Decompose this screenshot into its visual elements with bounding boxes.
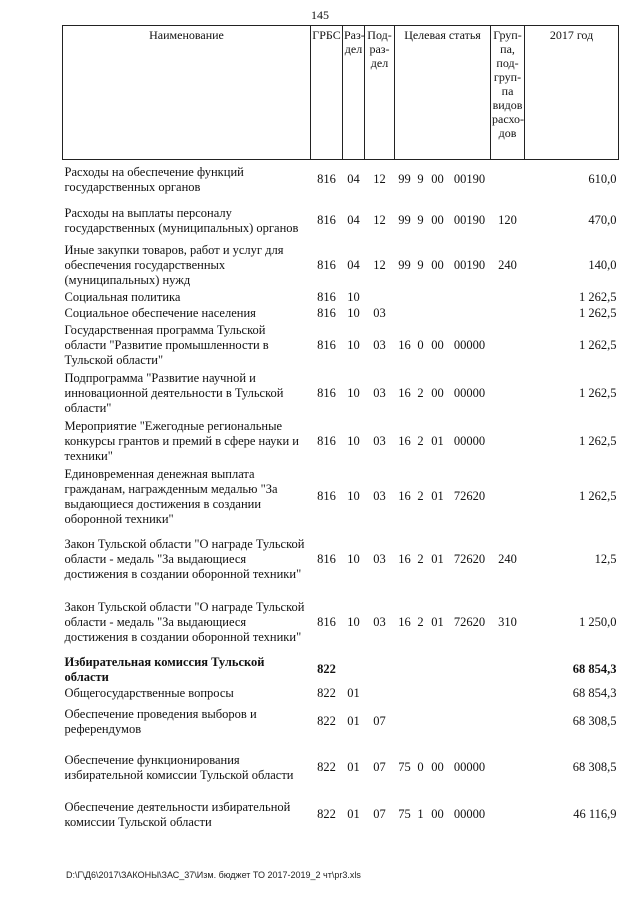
row-name: Обеспечение проведения выборов и референдумов bbox=[64, 706, 257, 736]
header-expense-group: Груп-па, под-груп-па видов расхо-дов bbox=[491, 26, 525, 160]
row-podrazdel: 03 bbox=[373, 489, 386, 503]
row-target-subprogram: 9 bbox=[417, 258, 424, 272]
row-target-subprogram: 9 bbox=[417, 213, 424, 227]
row-target-direction: 00000 bbox=[453, 807, 486, 821]
row-name: Подпрограмма "Развитие научной и инновационной деятельности в Тульской области" bbox=[64, 371, 284, 415]
table-row bbox=[63, 466, 619, 528]
row-target-subprogram bbox=[415, 654, 427, 686]
row-grbs: 816 bbox=[317, 213, 336, 227]
row-target-event: 00 bbox=[431, 807, 444, 821]
row-amount: 140,0 bbox=[588, 258, 617, 272]
table-row bbox=[63, 370, 619, 418]
row-razdel: 10 bbox=[347, 306, 360, 320]
row-grbs: 822 bbox=[317, 662, 336, 676]
row-grbs: 816 bbox=[317, 258, 336, 272]
budget-table bbox=[62, 25, 619, 836]
header-razdel: Раз-дел bbox=[343, 26, 365, 160]
row-amount: 68 308,5 bbox=[572, 714, 617, 728]
row-grbs: 816 bbox=[317, 434, 336, 448]
row-target-program bbox=[395, 306, 415, 322]
row-target-subprogram: 9 bbox=[417, 172, 424, 187]
row-target-direction bbox=[449, 686, 491, 702]
row-target-event: 00 bbox=[431, 338, 444, 352]
row-amount: 68 308,5 bbox=[572, 760, 617, 774]
table-row bbox=[63, 306, 619, 322]
row-target-event: 00 bbox=[431, 213, 444, 227]
row-name: Расходы на обеспечение функций государственных органов bbox=[64, 164, 244, 194]
row-target-program: 99 bbox=[398, 213, 411, 227]
row-name: Иные закупки товаров, работ и услуг для обеспечения государственных (муниципальных) нужд bbox=[64, 243, 284, 287]
row-amount: 1 262,5 bbox=[579, 338, 617, 352]
row-target-direction: 00000 bbox=[453, 338, 486, 352]
row-podrazdel: 03 bbox=[373, 338, 386, 352]
row-target-direction bbox=[449, 306, 491, 322]
row-razdel: 10 bbox=[347, 290, 360, 304]
row-grbs: 816 bbox=[317, 172, 336, 187]
row-expense-group bbox=[491, 702, 525, 742]
row-target-direction: 00000 bbox=[453, 760, 486, 774]
row-target-event bbox=[427, 702, 449, 742]
row-target-direction: 72620 bbox=[453, 615, 486, 629]
row-amount: 1 250,0 bbox=[579, 615, 617, 629]
row-razdel: 10 bbox=[347, 552, 360, 566]
row-expense-group bbox=[491, 290, 525, 306]
row-razdel: 10 bbox=[347, 434, 360, 448]
row-name: Закон Тульской области "О награде Тульской области - медаль "За выдающиеся достижения в создании оборонной техники" bbox=[64, 600, 305, 644]
row-podrazdel: 07 bbox=[373, 714, 386, 728]
row-amount: 12,5 bbox=[594, 552, 617, 566]
row-expense-group bbox=[491, 322, 525, 370]
row-podrazdel: 12 bbox=[373, 172, 386, 187]
row-grbs: 816 bbox=[317, 338, 336, 352]
row-target-direction: 00190 bbox=[453, 172, 486, 187]
row-target-subprogram: 2 bbox=[417, 434, 424, 448]
row-expense-group: 120 bbox=[498, 213, 517, 227]
row-target-subprogram: 0 bbox=[417, 760, 424, 774]
row-amount: 46 116,9 bbox=[573, 807, 617, 821]
row-expense-group: 310 bbox=[498, 615, 517, 629]
table-body bbox=[63, 160, 619, 836]
row-target-direction: 00190 bbox=[453, 258, 486, 272]
row-razdel: 01 bbox=[347, 714, 360, 728]
row-target-event bbox=[427, 290, 449, 306]
row-expense-group bbox=[491, 742, 525, 794]
row-target-direction: 72620 bbox=[453, 489, 486, 503]
row-name: Обеспечение функционирования избирательной комиссии Тульской области bbox=[64, 752, 294, 782]
row-expense-group bbox=[491, 418, 525, 466]
table-row bbox=[63, 528, 619, 592]
row-target-direction bbox=[449, 654, 491, 686]
row-target-subprogram: 2 bbox=[417, 386, 424, 400]
row-target-program bbox=[395, 702, 415, 742]
row-target-event: 01 bbox=[431, 615, 444, 629]
row-amount: 1 262,5 bbox=[579, 434, 617, 448]
row-target-subprogram: 0 bbox=[417, 338, 424, 352]
row-target-event bbox=[427, 306, 449, 322]
row-name: Государственная программа Тульской области "Развитие промышленности в Тульской области" bbox=[64, 323, 269, 367]
table-row bbox=[63, 742, 619, 794]
row-target-subprogram: 2 bbox=[417, 615, 424, 629]
row-target-program: 16 bbox=[398, 386, 411, 400]
table-row bbox=[63, 322, 619, 370]
row-target-event: 01 bbox=[431, 489, 444, 503]
row-podrazdel: 03 bbox=[373, 552, 386, 566]
row-name: Мероприятие "Ежегодные региональные конкурсы грантов и премий в сфере науки и техники" bbox=[64, 419, 299, 463]
row-amount: 1 262,5 bbox=[579, 489, 617, 503]
row-target-event: 01 bbox=[431, 552, 444, 566]
row-target-program: 16 bbox=[398, 552, 411, 566]
row-target-direction: 00000 bbox=[453, 434, 486, 448]
row-expense-group bbox=[491, 306, 525, 322]
row-amount: 1 262,5 bbox=[579, 306, 617, 320]
row-grbs: 822 bbox=[317, 807, 336, 821]
row-name: Единовременная денежная выплата гражданам, награжденным медалью "За выдающиеся достижения в создании оборонной техники" bbox=[64, 466, 278, 526]
row-target-program: 99 bbox=[398, 258, 411, 272]
row-expense-group bbox=[491, 794, 525, 836]
row-razdel: 01 bbox=[347, 760, 360, 774]
row-target-program: 16 bbox=[398, 615, 411, 629]
header-grbs: ГРБС bbox=[311, 26, 343, 160]
row-expense-group bbox=[491, 370, 525, 418]
row-podrazdel bbox=[365, 290, 395, 306]
row-podrazdel: 03 bbox=[373, 386, 386, 400]
row-target-subprogram bbox=[415, 290, 427, 306]
row-razdel: 10 bbox=[347, 386, 360, 400]
page-number: 145 bbox=[311, 8, 329, 22]
table-row bbox=[63, 592, 619, 654]
row-razdel: 10 bbox=[347, 615, 360, 629]
row-target-direction: 00190 bbox=[453, 213, 486, 227]
header-podrazdel: Под-раз-дел bbox=[365, 26, 395, 160]
row-target-event: 00 bbox=[431, 386, 444, 400]
row-name: Расходы на выплаты персоналу государственных (муниципальных) органов bbox=[64, 205, 299, 235]
row-podrazdel: 03 bbox=[373, 615, 386, 629]
table-row bbox=[63, 686, 619, 702]
row-amount: 1 262,5 bbox=[579, 290, 617, 304]
row-grbs: 816 bbox=[317, 290, 336, 304]
row-podrazdel: 12 bbox=[373, 258, 386, 272]
row-grbs: 816 bbox=[317, 386, 336, 400]
row-razdel bbox=[343, 654, 365, 686]
row-target-program: 16 bbox=[398, 489, 411, 503]
row-target-program: 99 bbox=[398, 172, 411, 187]
row-name: Закон Тульской области "О награде Тульской области - медаль "За выдающиеся достижения в создании оборонной техники" bbox=[64, 537, 305, 581]
row-expense-group bbox=[491, 466, 525, 528]
row-name: Социальная политика bbox=[64, 290, 181, 304]
row-podrazdel: 07 bbox=[373, 760, 386, 774]
row-podrazdel bbox=[365, 686, 395, 702]
row-podrazdel: 12 bbox=[373, 213, 386, 227]
row-target-event bbox=[427, 654, 449, 686]
row-expense-group bbox=[491, 654, 525, 686]
row-name: Общегосударственные вопросы bbox=[64, 686, 234, 700]
row-razdel: 01 bbox=[347, 686, 360, 700]
row-amount: 68 854,3 bbox=[572, 662, 617, 676]
row-expense-group bbox=[491, 160, 525, 200]
row-expense-group: 240 bbox=[498, 258, 517, 272]
header-target-article: Целевая статья bbox=[395, 26, 491, 160]
row-razdel: 10 bbox=[347, 489, 360, 503]
row-grbs: 816 bbox=[317, 489, 336, 503]
row-grbs: 816 bbox=[317, 552, 336, 566]
row-razdel: 04 bbox=[347, 172, 360, 187]
header-name: Наименование bbox=[63, 26, 311, 160]
row-podrazdel bbox=[365, 654, 395, 686]
header-year-2017: 2017 год bbox=[525, 26, 619, 160]
row-target-program bbox=[395, 686, 415, 702]
row-name: Социальное обеспечение населения bbox=[64, 306, 256, 320]
table-row bbox=[63, 794, 619, 836]
table-row bbox=[63, 200, 619, 242]
row-grbs: 816 bbox=[317, 306, 336, 320]
row-target-direction bbox=[449, 290, 491, 306]
row-target-event bbox=[427, 686, 449, 702]
table-row bbox=[63, 242, 619, 290]
table-row bbox=[63, 418, 619, 466]
row-target-subprogram: 2 bbox=[417, 552, 424, 566]
row-expense-group bbox=[491, 686, 525, 702]
row-amount: 68 854,3 bbox=[572, 686, 617, 700]
row-target-event: 01 bbox=[431, 434, 444, 448]
row-razdel: 10 bbox=[347, 338, 360, 352]
row-name: Обеспечение деятельности избирательной комиссии Тульской области bbox=[64, 799, 291, 829]
row-target-event: 00 bbox=[431, 172, 444, 187]
row-podrazdel: 03 bbox=[373, 434, 386, 448]
row-target-direction: 72620 bbox=[453, 552, 486, 566]
row-podrazdel: 03 bbox=[373, 306, 386, 320]
row-amount: 610,0 bbox=[588, 172, 617, 187]
row-razdel: 01 bbox=[347, 807, 360, 821]
row-name: Избирательная комиссия Тульской области bbox=[64, 654, 265, 684]
row-target-direction bbox=[449, 702, 491, 742]
row-target-subprogram bbox=[415, 306, 427, 322]
row-target-event: 00 bbox=[431, 258, 444, 272]
row-target-event: 00 bbox=[431, 760, 444, 774]
row-target-program: 75 bbox=[398, 807, 411, 821]
row-target-subprogram bbox=[415, 686, 427, 702]
table-row bbox=[63, 160, 619, 200]
row-amount: 1 262,5 bbox=[579, 386, 617, 400]
row-target-program bbox=[395, 654, 415, 686]
row-grbs: 822 bbox=[317, 760, 336, 774]
row-target-subprogram: 1 bbox=[417, 807, 424, 821]
row-target-program: 16 bbox=[398, 338, 411, 352]
row-expense-group: 240 bbox=[498, 552, 517, 566]
row-target-direction: 00000 bbox=[453, 386, 486, 400]
row-razdel: 04 bbox=[347, 258, 360, 272]
row-razdel: 04 bbox=[347, 213, 360, 227]
row-target-subprogram: 2 bbox=[417, 489, 424, 503]
row-grbs: 822 bbox=[317, 714, 336, 728]
row-target-subprogram bbox=[415, 702, 427, 742]
row-target-program: 75 bbox=[398, 760, 411, 774]
row-grbs: 816 bbox=[317, 615, 336, 629]
table-row bbox=[63, 702, 619, 742]
table-row bbox=[63, 654, 619, 686]
row-amount: 470,0 bbox=[588, 213, 617, 227]
row-target-program bbox=[395, 290, 415, 306]
row-target-program: 16 bbox=[398, 434, 411, 448]
table-row bbox=[63, 290, 619, 306]
row-grbs: 822 bbox=[317, 686, 336, 700]
row-podrazdel: 07 bbox=[373, 807, 386, 821]
file-path-footer: D:\Г\Д6\2017\ЗАКОНЫ\ЗАС_37\Изм. бюджет ТО 2017-2019_2 чт\pr3.xls bbox=[66, 870, 361, 880]
